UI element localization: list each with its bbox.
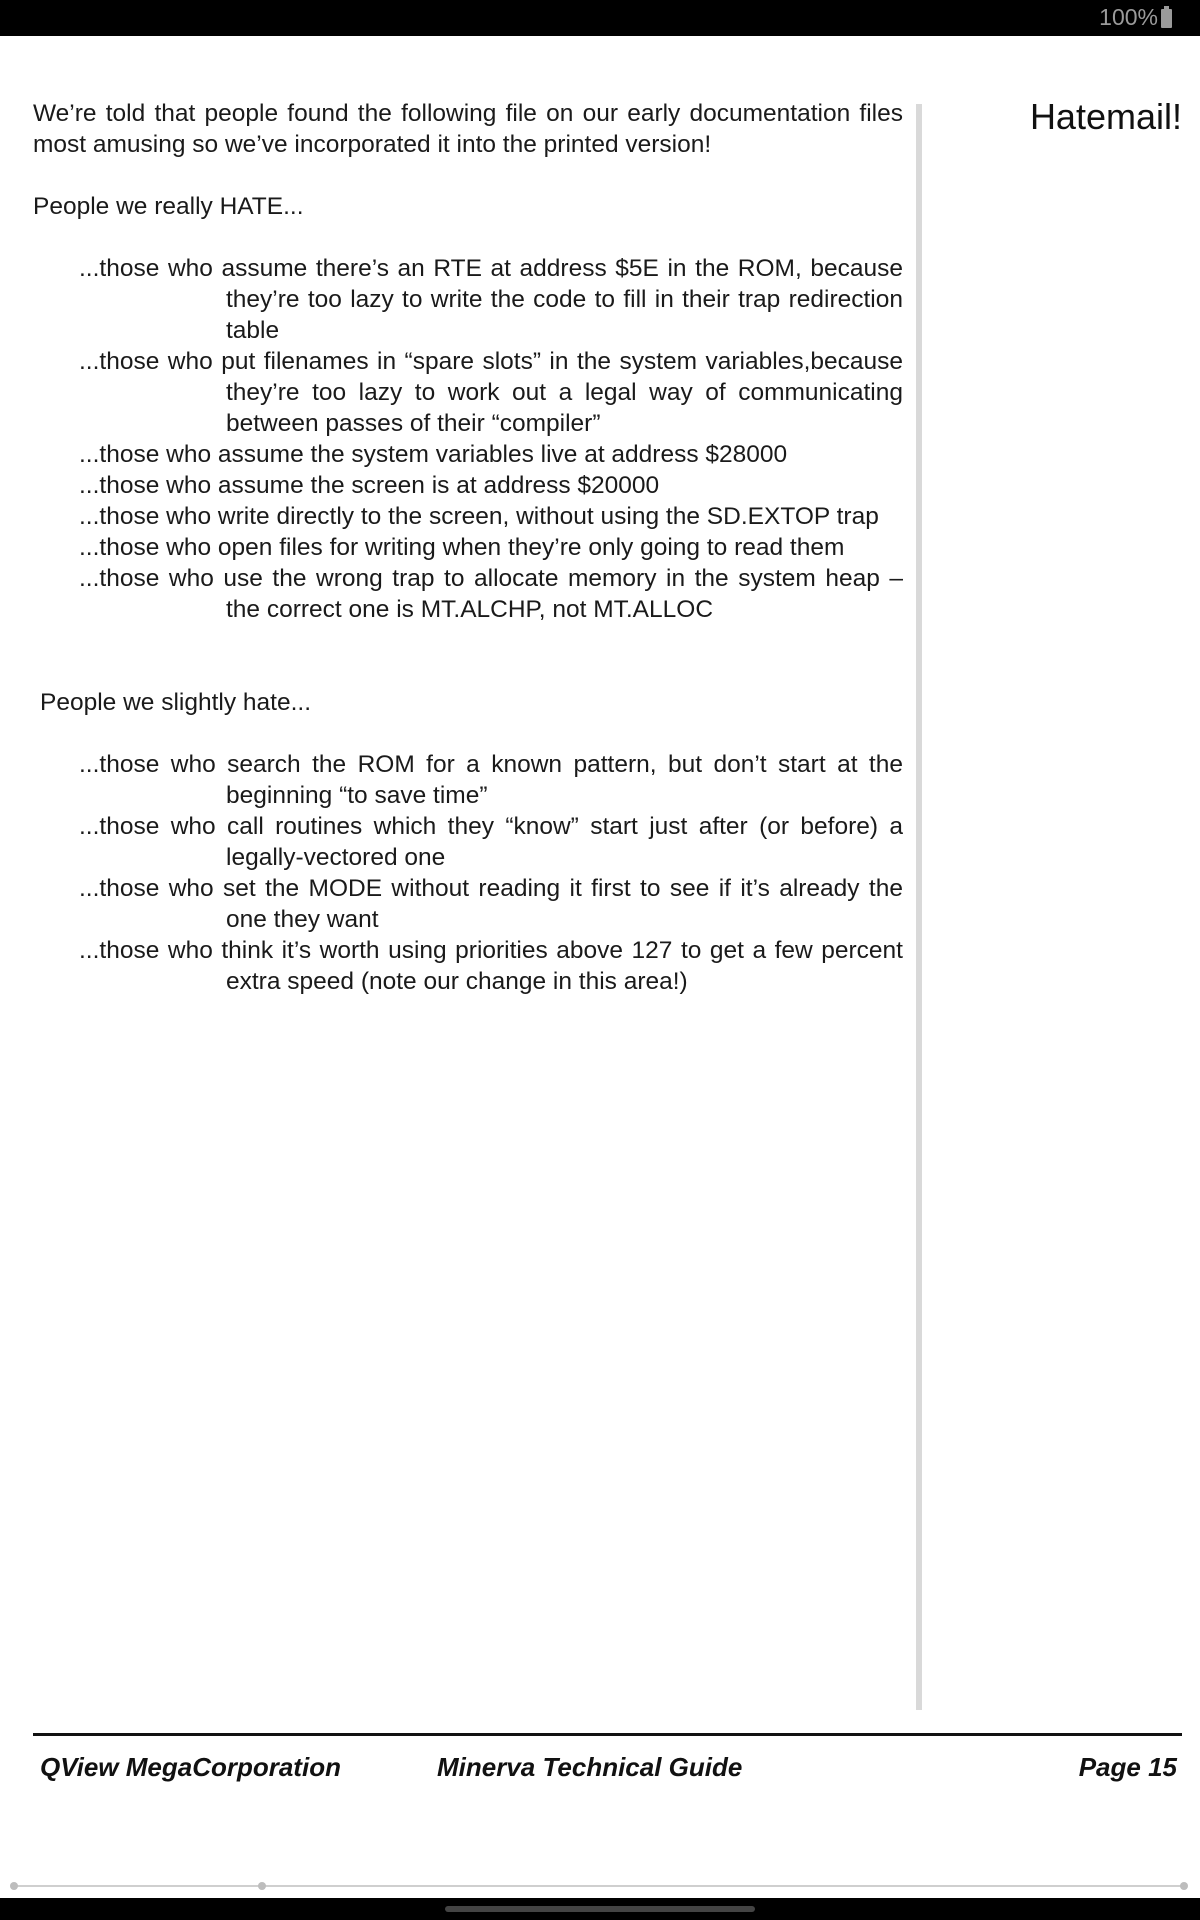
hate-list bbox=[33, 253, 903, 625]
battery-full-icon bbox=[1161, 9, 1172, 28]
list-item: ...those who call routines which they “know” start just after (or before) a legally-vectored one bbox=[79, 813, 903, 871]
page-scrubber-track[interactable] bbox=[14, 1885, 1184, 1887]
battery-percentage: 100% bbox=[1099, 4, 1158, 30]
list-item: ...those who assume the system variables live at address $28000 bbox=[79, 441, 788, 468]
list-item: ...those who write directly to the screen, without using the SD.EXTOP trap bbox=[79, 503, 879, 530]
list-item: ...those who assume there’s an RTE at address $5E in the ROM, because they’re too lazy to write the code to fill in their trap redirection table bbox=[79, 255, 903, 344]
footer-company: QView MegaCorporation bbox=[40, 1752, 341, 1782]
document-main-column bbox=[33, 98, 903, 997]
list-item: ...those who use the wrong trap to allocate memory in the system heap – the correct one is MT.ALCHP, not MT.ALLOC bbox=[79, 565, 903, 623]
hate-heading: People we really HATE... bbox=[33, 193, 304, 220]
footer-guide-title: Minerva Technical Guide bbox=[437, 1752, 743, 1782]
status-bar bbox=[0, 0, 1200, 36]
footer-rule bbox=[33, 1733, 1182, 1736]
list-item: ...those who set the MODE without reading it first to see if it’s already the one they want bbox=[79, 875, 903, 933]
scrubber-end-dot bbox=[1180, 1882, 1188, 1890]
list-item: ...those who think it’s worth using priorities above 127 to get a few percent extra speed (note our change in this area!) bbox=[79, 937, 903, 995]
scrubber-handle[interactable] bbox=[258, 1882, 266, 1890]
home-indicator[interactable] bbox=[445, 1906, 755, 1912]
scrubber-start-dot bbox=[10, 1882, 18, 1890]
slight-hate-list bbox=[33, 749, 903, 997]
side-title: Hatemail! bbox=[1029, 96, 1182, 137]
footer-page-number: Page 15 bbox=[1078, 1752, 1177, 1782]
list-item: ...those who search the ROM for a known pattern, but don’t start at the beginning “to save time” bbox=[79, 751, 903, 809]
slight-hate-heading: People we slightly hate... bbox=[40, 689, 312, 716]
list-item: ...those who assume the screen is at address $20000 bbox=[79, 472, 660, 499]
intro-paragraph: We’re told that people found the following file on our early documentation files most amusing so we’ve incorporated it into the printed version! bbox=[33, 100, 903, 158]
list-item: ...those who open files for writing when they’re only going to read them bbox=[79, 534, 845, 561]
column-divider bbox=[916, 104, 922, 1710]
list-item: ...those who put filenames in “spare slots” in the system variables,because they’re too lazy to work out a legal way of communicating between passes of their “compiler” bbox=[79, 348, 903, 437]
